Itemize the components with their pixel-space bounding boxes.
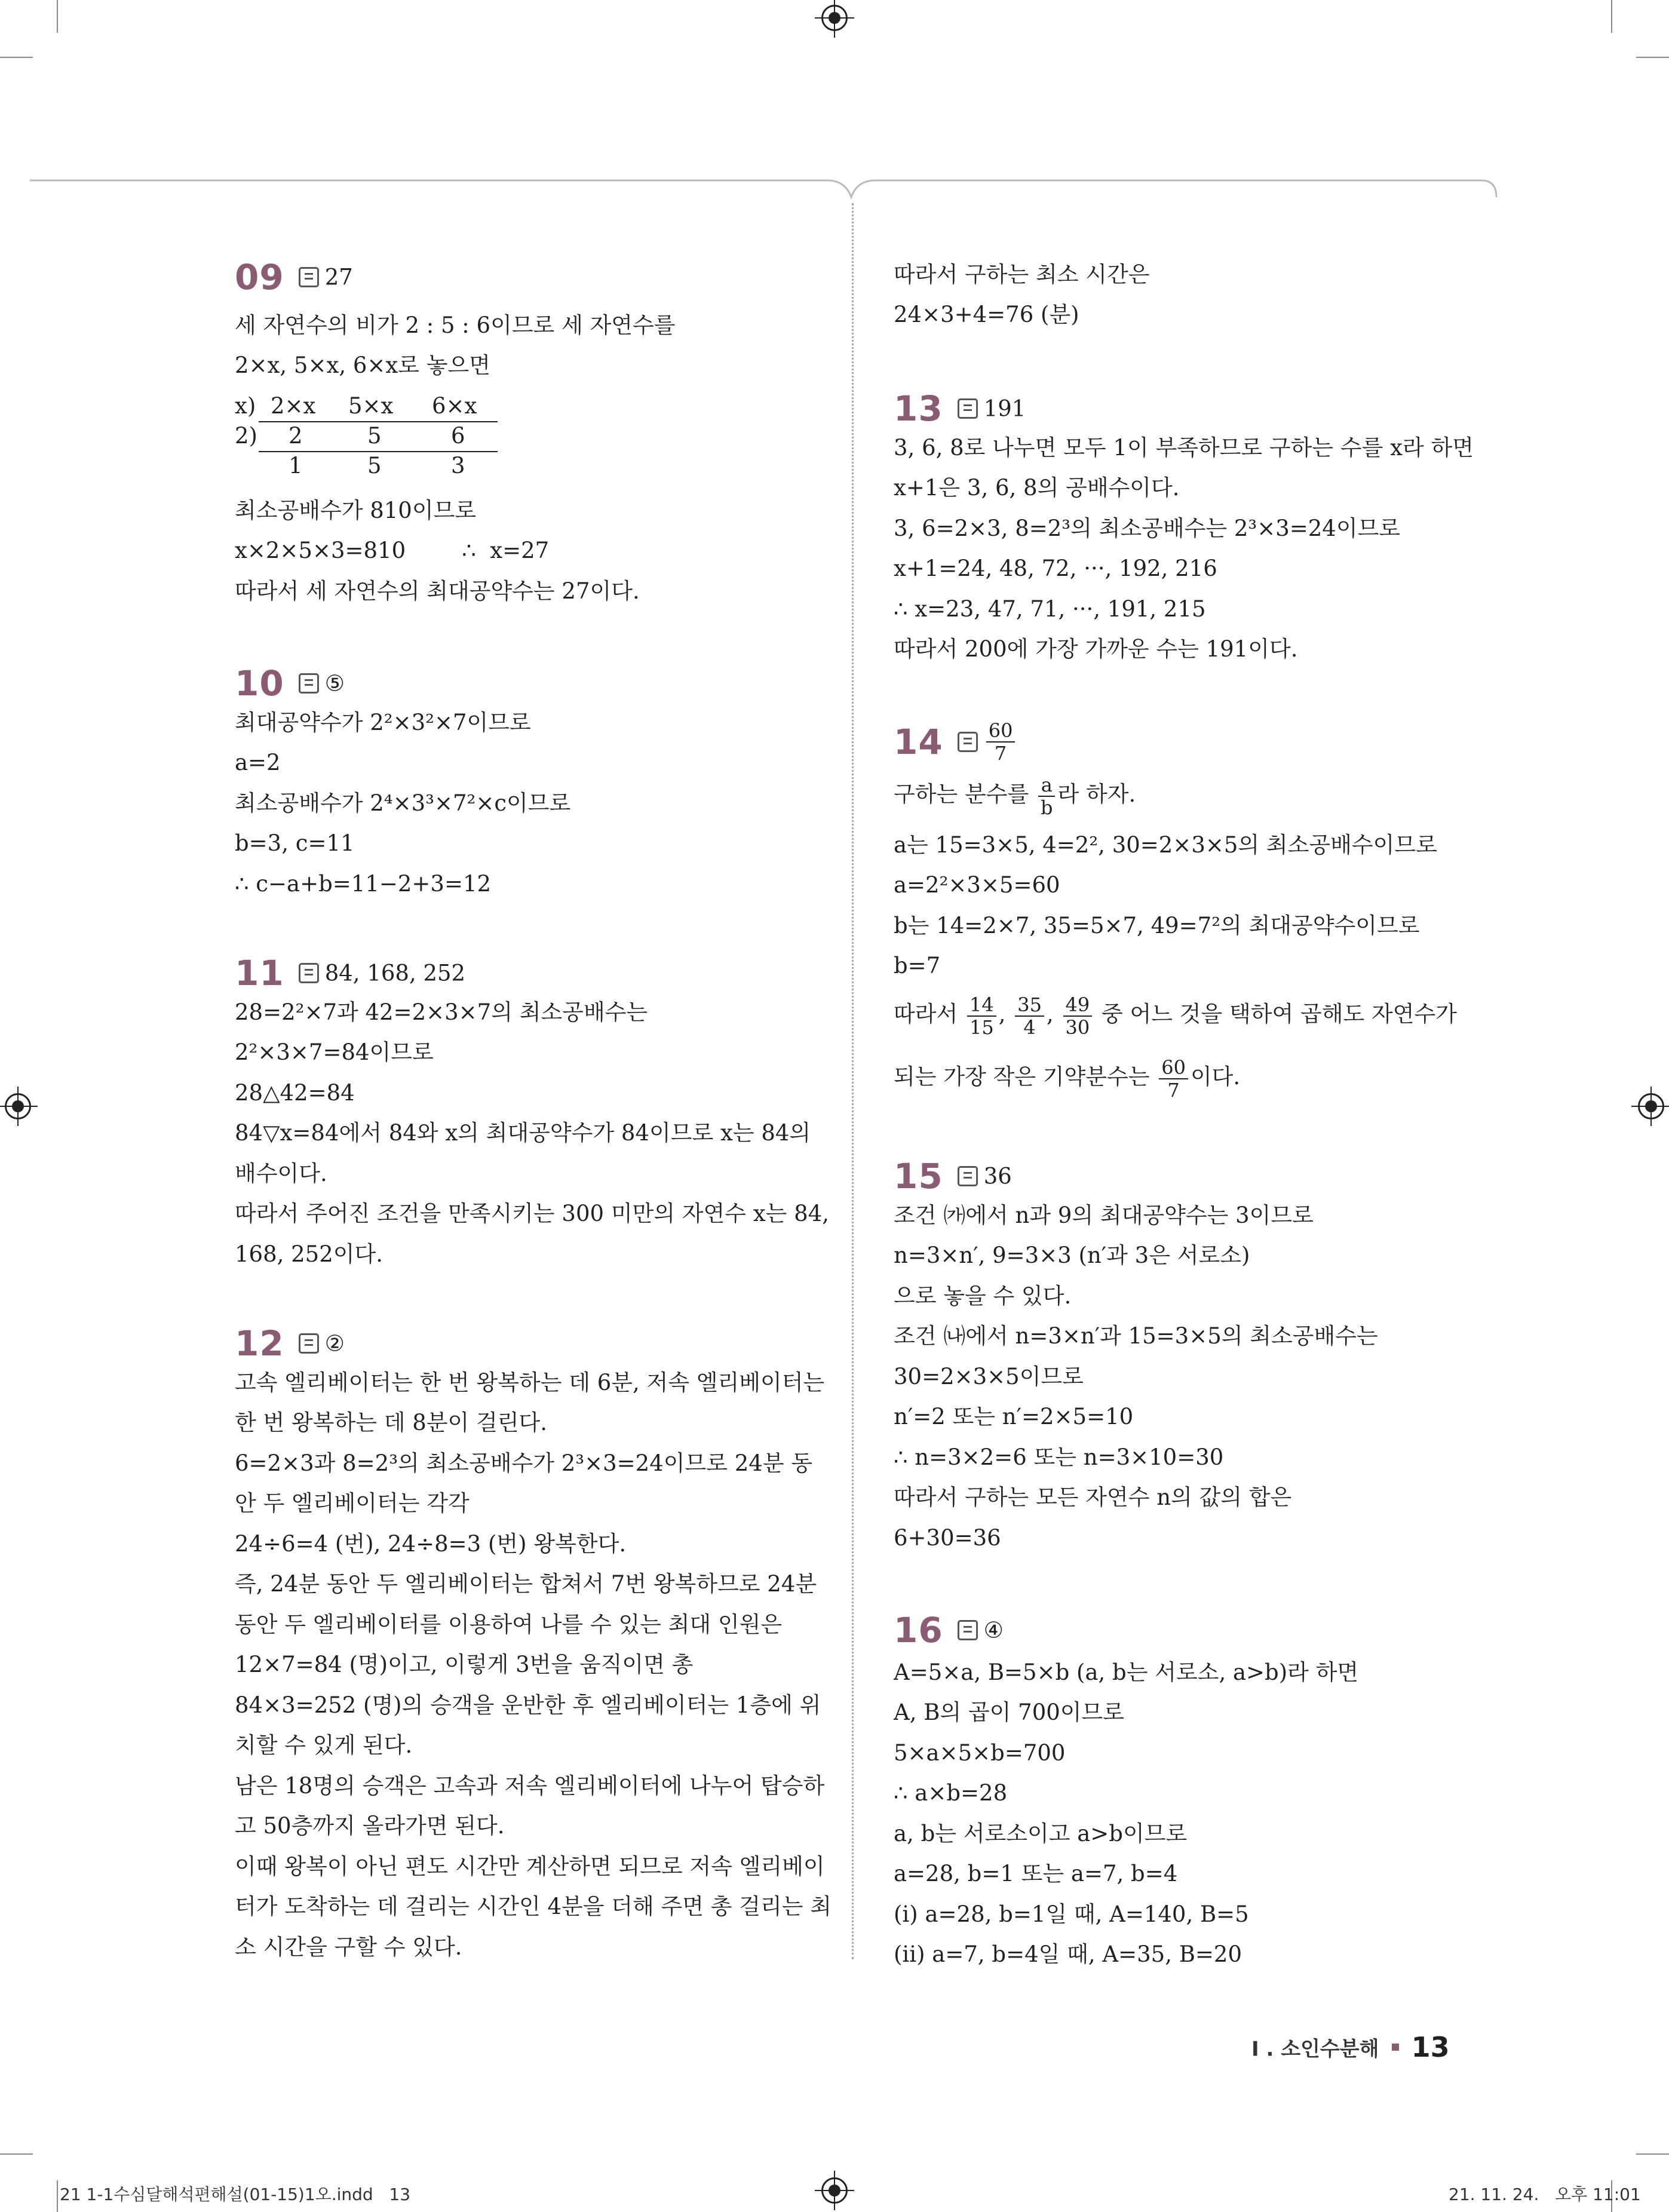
answer-fraction [986,720,1015,764]
problem-11-header [235,953,465,1001]
problem-10-header [235,663,345,711]
text-line: 터가 도착하는 데 걸리는 시간인 4분을 더해 주면 총 걸리는 최 [235,1894,832,1919]
problem-09-header [235,257,353,305]
div-cell: 2×x [271,393,316,419]
fraction [1159,1057,1188,1101]
text-line: 따라서 세 자연수의 최대공약수는 27이다. [235,578,640,604]
text-line: 3, 6, 8로 나누면 모두 1이 부족하므로 구하는 수를 x라 하면 [894,435,1474,461]
text-segment: 따라서 [894,1001,965,1027]
numerator: 35 [1015,994,1044,1017]
separator-square [1392,2044,1399,2051]
text-line: 24×3+4=76 (분) [894,302,1079,327]
numerator: 49 [1063,994,1093,1017]
text-segment: 라 하자. [1057,781,1136,807]
answer-icon [958,732,978,752]
text-line: 3, 6=2×3, 8=2³의 최소공배수는 2³×3=24이므로 [894,516,1401,541]
text-line: 고 50층까지 올라가면 된다. [235,1813,505,1839]
text-line: 6+30=36 [894,1525,1001,1551]
text-line: 5×a×5×b=700 [894,1740,1066,1766]
text-line: ∴ n=3×2=6 또는 n=3×10=30 [894,1444,1224,1470]
div-cell: 2) [235,423,257,449]
div-cell: 6 [451,423,465,449]
text-line: 소 시간을 구할 수 있다. [235,1934,462,1960]
div-cell: 6×x [432,393,477,419]
denominator: 4 [1023,1016,1036,1039]
div-cell: x) [235,393,256,419]
text-line: 최대공약수가 2²×3²×7이므로 [235,710,531,735]
chapter-footer [1251,2031,1478,2067]
text-segment: 중 어느 것을 택하여 곱해도 자연수가 [1094,1001,1457,1027]
text-line: a는 15=3×5, 4=2², 30=2×3×5의 최소공배수이므로 [894,832,1437,858]
text-line [894,1051,1240,1102]
answer-value: ⑤ [324,670,345,697]
text-line: 남은 18명의 승객은 고속과 저속 엘리베이터에 나누어 탑승하 [235,1773,825,1799]
answer-value: ② [324,1330,345,1357]
text-line: (ii) a=7, b=4일 때, A=35, B=20 [894,1941,1242,1967]
text-line: 고속 엘리베이터는 한 번 왕복하는 데 6분, 저속 엘리베이터는 [235,1370,825,1395]
text-line: ∴ x=23, 47, 71, ···, 191, 215 [894,596,1206,622]
text-line: 84▽x=84에서 84와 x의 최대공약수가 84이므로 x는 84의 [235,1120,811,1146]
fraction [1015,994,1044,1038]
chapter-title: I . 소인수분해 [1251,2037,1379,2061]
problem-number: 16 [894,1610,943,1650]
text-line: 28=2²×7과 42=2×3×7의 최소공배수는 [235,999,648,1025]
numerator: a [1038,774,1055,797]
denominator: 30 [1065,1016,1090,1039]
div-cell: 5 [367,453,382,478]
text-line: 28△42=84 [235,1080,355,1106]
top-right-crop-mark-v [1611,0,1612,33]
print-date: 21. 11. 24. 오후 11:01 [1449,2185,1641,2204]
text-line: x×2×5×3=810 ∴ x=27 [235,538,550,563]
text-line: 따라서 200에 가장 가까운 수는 191이다. [894,636,1298,662]
text-line: 즉, 24분 동안 두 엘리베이터는 합쳐서 7번 왕복하므로 24분 [235,1571,817,1597]
answer-icon [958,1620,978,1640]
problem-12-header [235,1323,345,1371]
text-line: 치할 수 있게 된다. [235,1732,413,1758]
problem-number: 11 [235,953,284,993]
fraction [1063,994,1093,1038]
div-cell: 5 [367,423,382,449]
registration-mark-right [1638,1093,1664,1119]
text-line: a=28, b=1 또는 a=7, b=4 [894,1861,1178,1886]
text-line: 동안 두 엘리베이터를 이용하여 나를 수 있는 최대 인원은 [235,1612,783,1637]
text-line: n=3×n′, 9=3×3 (n′과 3은 서로소) [894,1242,1250,1268]
text-line: 12×7=84 (명)이고, 이렇게 3번을 움직이면 총 [235,1652,694,1677]
problem-number: 12 [235,1323,284,1364]
division-ladder [235,391,521,481]
bottom-left-crop-mark [0,2153,33,2155]
text-line: b는 14=2×7, 35=5×7, 49=7²의 최대공약수이므로 [894,913,1420,938]
text-line: 조건 ㈎에서 n과 9의 최대공약수는 3이므로 [894,1202,1314,1228]
numerator: 60 [986,720,1015,743]
answer-value: 36 [983,1163,1012,1189]
bottom-right-crop-mark [1636,2153,1669,2155]
registration-mark-bottom [821,2177,848,2204]
denominator: 7 [1167,1078,1180,1102]
text-line: 24÷6=4 (번), 24÷8=3 (번) 왕복한다. [235,1531,627,1557]
text-segment: 이다. [1190,1064,1241,1090]
text-line [894,771,1136,818]
answer-value: 191 [983,395,1026,422]
answer-icon [299,267,319,287]
header-rule [0,173,1669,209]
text-segment: 구하는 분수를 [894,781,1036,807]
fraction [1038,774,1055,818]
text-line: b=7 [894,953,941,978]
text-line: 안 두 엘리베이터는 각각 [235,1490,470,1516]
text-line: 2²×3×7=84이므로 [235,1039,434,1065]
top-right-crop-mark [1636,57,1669,58]
problem-number: 10 [235,663,284,704]
text-line: ∴ c−a+b=11−2+3=12 [235,871,492,897]
text-line: 84×3=252 (명)의 승객을 운반한 후 엘리베이터는 1층에 위 [235,1692,821,1718]
text-line: 최소공배수가 810이므로 [235,498,477,523]
text-line: 한 번 왕복하는 데 8분이 걸린다. [235,1410,548,1435]
page-number: 13 [1411,2031,1450,2063]
column-divider [852,203,854,1959]
problem-number: 14 [894,722,943,762]
problem-number: 15 [894,1156,943,1196]
text-line: a, b는 서로소이고 a>b이므로 [894,1821,1188,1846]
div-cell: 2 [289,423,303,449]
text-line: 최소공배수가 2⁴×3³×7²×c이므로 [235,790,571,816]
text-line: 따라서 구하는 모든 자연수 n의 값의 합은 [894,1484,1292,1510]
text-line: A=5×a, B=5×b (a, b는 서로소, a>b)라 하면 [894,1659,1359,1685]
div-cell: 1 [289,453,303,478]
problem-number: 09 [235,257,284,297]
registration-mark-top [821,5,848,31]
fraction [967,994,996,1038]
text-line: 2×x, 5×x, 6×x로 놓으면 [235,352,491,378]
problem-14-header [894,720,1017,774]
text-line: 배수이다. [235,1161,327,1186]
registration-mark-left [5,1093,31,1119]
answer-icon [958,398,978,419]
text-line: n′=2 또는 n′=2×5=10 [894,1404,1134,1429]
text-segment: 되는 가장 작은 기약분수는 [894,1064,1157,1090]
denominator: 15 [970,1016,994,1039]
answer-icon [299,673,319,694]
text-line: a=2²×3×5=60 [894,872,1060,898]
div-cell: 5×x [348,393,394,419]
text-line: x+1=24, 48, 72, ···, 192, 216 [894,556,1217,581]
answer-icon [299,963,319,983]
file-info: 21 1-1수심달해석편해설(01-15)1오.indd 13 [60,2185,411,2204]
answer-value: ④ [983,1617,1004,1643]
bottom-left-crop-mark-v [57,2180,58,2212]
text-line: 따라서 $\frac{14}{15}$ , $\frac{35}{4}$ , $\frac{49}{30}$ 중 어느 것을 택하여 곱해도 자연수가 [894,993,1457,1039]
answer-icon [299,1333,319,1354]
text-line: ∴ a×b=28 [894,1780,1008,1806]
text-line: A, B의 곱이 700이므로 [894,1699,1125,1725]
answer-icon [958,1166,978,1186]
numerator: 14 [967,994,996,1017]
div-cell: 3 [451,453,465,478]
denominator: b [1040,796,1053,819]
top-left-crop-mark-v [57,0,58,33]
text-line: 따라서 주어진 조건을 만족시키는 300 미만의 자연수 x는 84, [235,1201,830,1226]
text-line: x+1은 3, 6, 8의 공배수이다. [894,475,1180,501]
top-left-crop-mark [0,57,33,58]
answer-value: 84, 168, 252 [324,960,466,986]
text-line: 이때 왕복이 아닌 편도 시간만 계산하면 되므로 저속 엘리베이 [235,1854,825,1879]
text-line: 30=2×3×5이므로 [894,1364,1084,1389]
problem-15-header [894,1156,1012,1204]
text-line: 168, 252이다. [235,1241,383,1267]
text-line: 조건 ㈏에서 n=3×n′과 15=3×5의 최소공배수는 [894,1323,1378,1349]
problem-13-header [894,388,1026,436]
problem-number: 13 [894,388,943,429]
text-line: 6=2×3과 8=2³의 최소공배수가 2³×3=24이므로 24분 동 [235,1450,813,1476]
problem-16-header [894,1610,1004,1658]
numerator: 60 [1159,1057,1188,1079]
text-line: 따라서 구하는 최소 시간은 [894,262,1150,287]
text-line: 세 자연수의 비가 2 : 5 : 6이므로 세 자연수를 [235,312,676,338]
text-line: (i) a=28, b=1일 때, A=140, B=5 [894,1901,1249,1927]
text-line: a=2 [235,750,281,775]
text-line: 으로 놓을 수 있다. [894,1283,1072,1309]
text-line: b=3, c=11 [235,830,355,856]
answer-value: 27 [324,264,353,290]
denominator: 7 [994,742,1007,765]
